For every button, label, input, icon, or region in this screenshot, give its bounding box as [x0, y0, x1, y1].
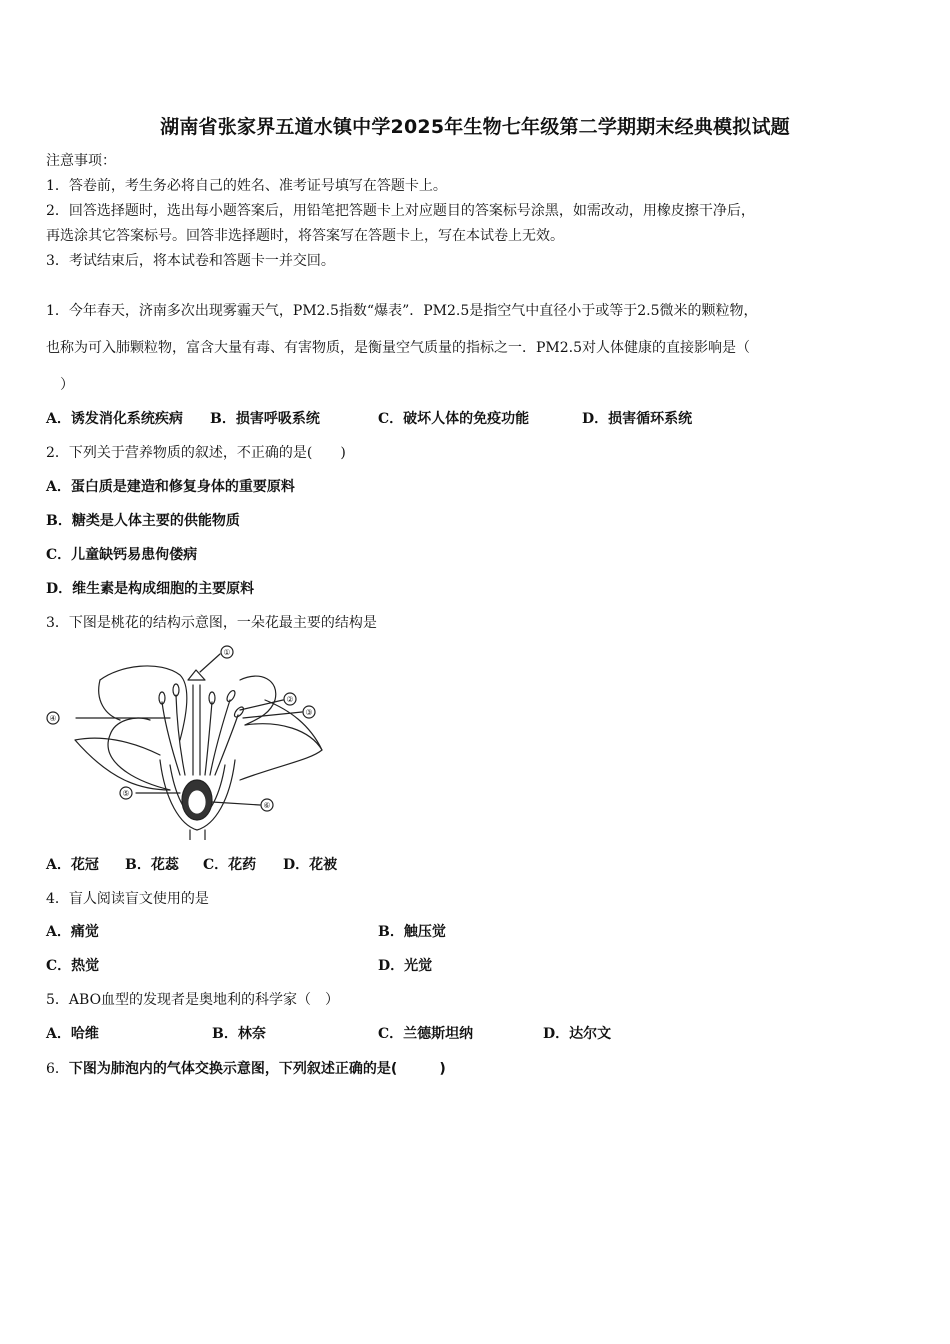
peach-flower-diagram [40, 640, 340, 840]
notice-item: 2．回答选择题时，选出每小题答案后，用铅笔把答题卡上对应题目的答案标号涂黑，如需改动，用橡皮擦干净后， [46, 203, 755, 219]
q1-option-a[interactable]: A．诱发消化系统疾病 [46, 411, 183, 427]
label-6: ⑥ [263, 801, 271, 810]
q1-option-b[interactable]: B．损害呼吸系统 [210, 411, 320, 427]
q1-option-c[interactable]: C．破坏人体的免疫功能 [378, 411, 530, 427]
notice-heading: 注意事项： [46, 153, 116, 169]
q3-option-c[interactable]: C．花药 [203, 857, 257, 873]
q1-stem-line: 也称为可入肺颗粒物，富含大量有毒、有害物质，是衡量空气质量的指标之一．PM2.5对人体健康的直接影响是（ [46, 340, 751, 356]
q3-option-b[interactable]: B．花蕊 [125, 857, 179, 873]
q6-number: 6． [46, 1061, 69, 1077]
notice-item: 再选涂其它答案标号。回答非选择题时，将答案写在答题卡上，写在本试卷上无效。 [46, 228, 564, 244]
q2-option-d[interactable]: D．维生素是构成细胞的主要原料 [46, 581, 255, 597]
q6-stem: 下图为肺泡内的气体交换示意图，下列叙述正确的是( ) [68, 1061, 446, 1077]
notice-item: 1．答卷前，考生务必将自己的姓名、准考证号填写在答题卡上。 [46, 178, 447, 194]
q3-option-a[interactable]: A．花冠 [46, 857, 99, 873]
q4-stem: 4．盲人阅读盲文使用的是 [46, 891, 209, 907]
q1-stem-line: 1．今年春天，济南多次出现雾霾天气，PM2.5指数“爆表”．PM2.5是指空气中直径小于或等于2.5微米的颗粒物， [46, 303, 758, 319]
label-4: ④ [49, 714, 57, 723]
page-title: 湖南省张家界五道水镇中学2025年生物七年级第二学期期末经典模拟试题 [160, 116, 790, 138]
q3-stem: 3．下图是桃花的结构示意图，一朵花最主要的结构是 [46, 615, 377, 631]
q5-stem: 5．ABO血型的发现者是奥地利的科学家（ ） [46, 992, 340, 1008]
q4-option-c[interactable]: C．热觉 [46, 958, 100, 974]
q3-option-d[interactable]: D．花被 [283, 857, 338, 873]
q5-option-c[interactable]: C．兰德斯坦纳 [378, 1026, 474, 1042]
q4-option-a[interactable]: A．痛觉 [46, 924, 99, 940]
q2-option-a[interactable]: A．蛋白质是建造和修复身体的重要原料 [46, 479, 295, 495]
q5-option-a[interactable]: A．哈维 [46, 1026, 99, 1042]
q5-option-b[interactable]: B．林奈 [212, 1026, 266, 1042]
label-2: ② [286, 695, 294, 704]
q2-stem: 2．下列关于营养物质的叙述，不正确的是( ) [46, 445, 346, 461]
q1-stem-line: ） [46, 377, 74, 393]
label-5: ⑤ [122, 789, 130, 798]
q4-option-d[interactable]: D．光觉 [378, 958, 433, 974]
label-3: ③ [305, 708, 313, 717]
label-1: ① [223, 648, 231, 657]
q4-option-b[interactable]: B．触压觉 [378, 924, 446, 940]
notice-item: 3．考试结束后，将本试卷和答题卡一并交回。 [46, 253, 335, 269]
q1-option-d[interactable]: D．损害循环系统 [582, 411, 693, 427]
q5-option-d[interactable]: D．达尔文 [543, 1026, 612, 1042]
q2-option-c[interactable]: C．儿童缺钙易患佝偻病 [46, 547, 198, 563]
q6-stem-line [46, 1059, 446, 1079]
q2-option-b[interactable]: B．糖类是人体主要的供能物质 [46, 513, 240, 529]
